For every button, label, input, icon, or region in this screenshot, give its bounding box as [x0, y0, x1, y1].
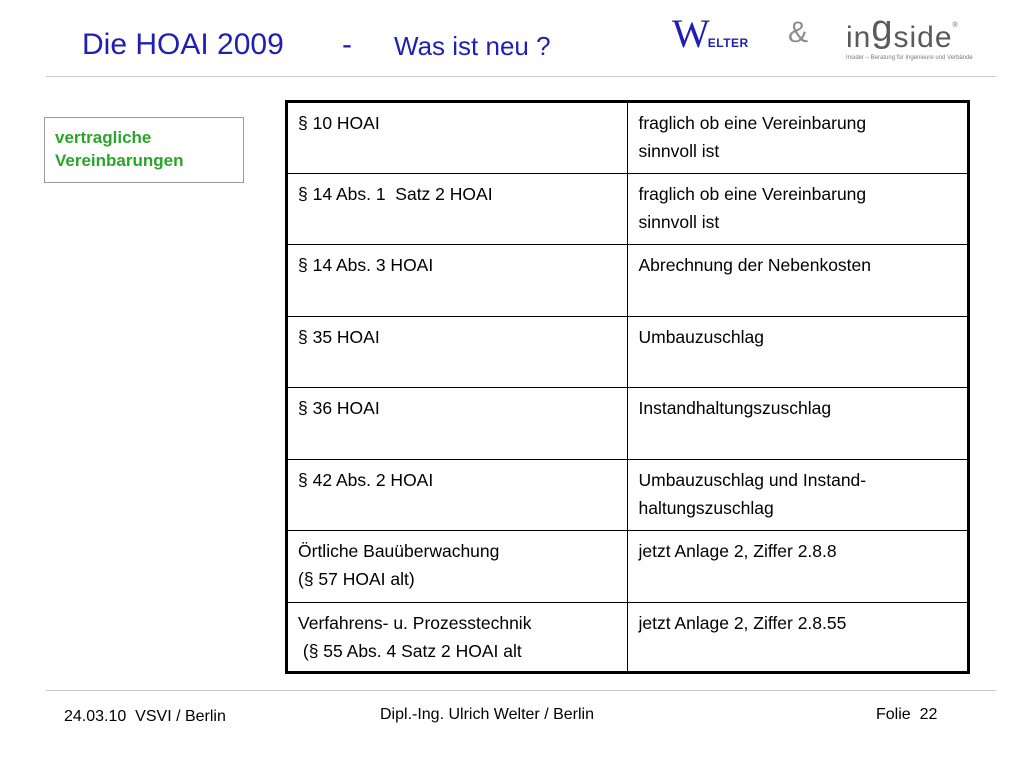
welter-logo-initial: W [672, 11, 710, 56]
table-row [287, 388, 969, 460]
cell-line: § 42 Abs. 2 HOAI [298, 469, 434, 490]
cell-line: Abrechnung der Nebenkosten [638, 255, 872, 275]
table-cell-note [628, 602, 969, 672]
table-cell-note [628, 459, 969, 531]
table-row [287, 459, 969, 531]
table-cell-note [628, 102, 969, 174]
cell-line: (§ 55 Abs. 4 Satz 2 HOAI alt [298, 640, 522, 661]
cell-line: Umbauzuschlag [638, 326, 764, 347]
table-row [287, 531, 969, 603]
cell-line: sinnvoll ist [638, 141, 720, 161]
cell-line: § 10 HOAI [298, 113, 380, 133]
table-row [287, 316, 969, 388]
logo-tagline: Insider – Beratung für Ingenieure und Verbände [846, 55, 973, 61]
ingside-logo-post: side [893, 21, 953, 54]
cell-line: Umbauzuschlag und Instand- [638, 469, 867, 490]
side-label-box [44, 117, 244, 183]
cell-line: § 14 Abs. 1 Satz 2 HOAI [298, 183, 493, 204]
cell-line: § 36 HOAI [298, 398, 380, 418]
header-divider [46, 76, 996, 77]
table-row [287, 102, 969, 174]
title-subtitle: Was ist neu ? [394, 31, 551, 61]
hoai-table [285, 100, 970, 674]
cell-line: jetzt Anlage 2, Ziffer 2.8.55 [638, 612, 847, 633]
table-row [287, 602, 969, 672]
title-main: Die HOAI 2009 [82, 28, 284, 61]
cell-line: haltungszuschlag [638, 497, 774, 518]
ingside-logo-g: g [871, 8, 894, 50]
cell-line: § 35 HOAI [298, 326, 380, 347]
table-cell-reference [287, 245, 628, 317]
cell-line: § 14 Abs. 3 HOAI [298, 255, 434, 275]
table-cell-reference [287, 316, 628, 388]
table-cell-note [628, 388, 969, 460]
footer-slide-number: Folie 22 [876, 706, 938, 723]
table-cell-reference [287, 102, 628, 174]
cell-line: Instandhaltungszuschlag [638, 398, 832, 418]
table-cell-note [628, 245, 969, 317]
table-cell-reference [287, 173, 628, 245]
title-dash: - [342, 28, 352, 61]
page-title [82, 28, 551, 62]
cell-line: Verfahrens- u. Prozesstechnik [298, 612, 532, 633]
footer-date-location: 24.03.10 VSVI / Berlin [64, 708, 226, 725]
side-label-line2: Vereinbarungen [55, 151, 184, 170]
table-cell-note [628, 316, 969, 388]
welter-logo-rest: ELTER [707, 36, 749, 50]
table-cell-reference [287, 459, 628, 531]
cell-line: Örtliche Bauüberwachung [298, 541, 500, 561]
ingside-logo [846, 8, 959, 57]
cell-line: sinnvoll ist [638, 211, 720, 232]
logo-ampersand: & [788, 16, 809, 49]
table-cell-note [628, 173, 969, 245]
table-row [287, 245, 969, 317]
cell-line: jetzt Anlage 2, Ziffer 2.8.8 [638, 541, 837, 561]
table-cell-reference [287, 388, 628, 460]
table-row [287, 173, 969, 245]
table-cell-reference [287, 602, 628, 672]
footer-divider [46, 690, 996, 691]
table-cell-reference [287, 531, 628, 603]
cell-line: fraglich ob eine Vereinbarung [638, 183, 867, 204]
cell-line: (§ 57 HOAI alt) [298, 569, 415, 589]
welter-logo [672, 11, 749, 56]
table-cell-note [628, 531, 969, 603]
side-label-line1: vertragliche [55, 128, 152, 147]
ingside-logo-reg: ® [952, 22, 959, 29]
footer-author: Dipl.-Ing. Ulrich Welter / Berlin [380, 706, 594, 723]
ingside-logo-pre: in [846, 21, 872, 54]
cell-line: fraglich ob eine Vereinbarung [638, 113, 867, 133]
